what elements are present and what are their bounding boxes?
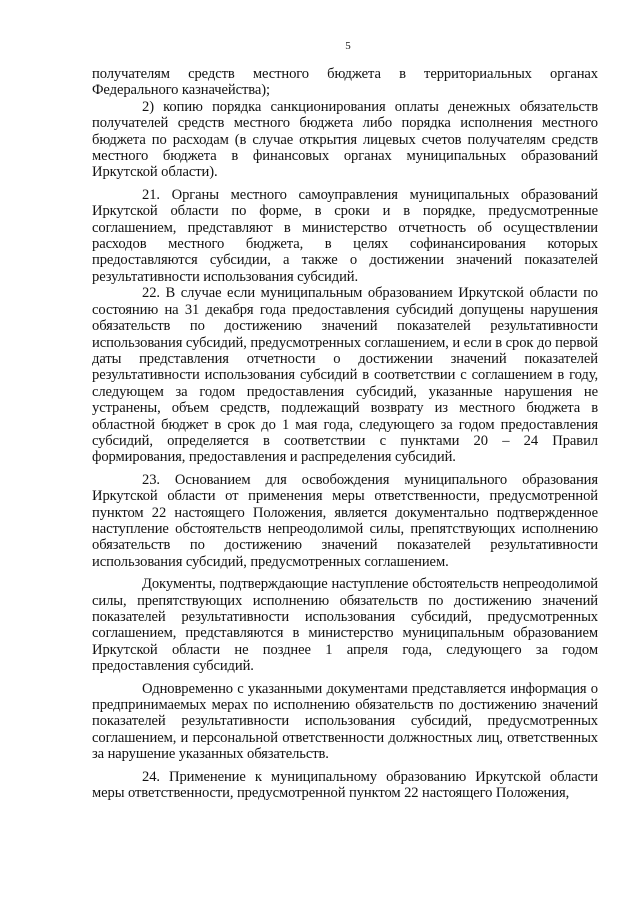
paragraph-clause-21: 21. Органы местного самоуправления муниципальных образований Иркутской области по форме, в сроки и в порядке, предусмотренные соглашением, представляют в министерство отчетность об осуществлении расходов местного бюджета, в целях софинансирования которых предоставляются субсидии, а также о достижении значений показателей результативности использования субсидий. bbox=[92, 186, 598, 285]
paragraph-clause-23: 23. Основанием для освобождения муниципального образования Иркутской области от применения меры ответственности, предусмотренной пунктом 22 настоящего Положения, является документально подтвержденное наступление обстоятельств непреодолимой силы, препятствующих исполнению обязательств по достижению значений показателей результативности использования субсидий, предусмотренных соглашением. bbox=[92, 471, 598, 570]
paragraph-item-2: 2) копию порядка санкционирования оплаты денежных обязательств получателей средств местного бюджета либо порядка исполнения местного бюджета по расходам (в случае открытия лицевых счетов получателям средств местного бюджета в финансовых органах муниципальных образований Иркутской области). bbox=[92, 98, 598, 181]
paragraph-clause-22: 22. В случае если муниципальным образованием Иркутской области по состоянию на 31 декабря года предоставления субсидий допущены нарушения обязательств по достижению значений показателей результативности использования субсидий, предусмотренных соглашением, и если в срок до первой даты представления отчетности о достижении значений показателей результативности использования субсидий в соответствии с соглашением в году, следующем за годом предоставления субсидий, указанные нарушения не устранены, объем средств, подлежащий возврату из местного бюджета в областной бюджет в срок до 1 мая года, следующего за годом предоставления субсидий, определяется в соответствии с пунктами 20 – 24 Правил формирования, предоставления и распределения субсидий. bbox=[92, 285, 598, 466]
paragraph-information: Одновременно с указанными документами представляется информация о предпринимаемых мерах по исполнению обязательств по достижению значений показателей результативности использования субсидий, предусмотренных соглашением, и персональной ответственности должностных лиц, ответственных за нарушение указанных обязательств. bbox=[92, 680, 598, 763]
paragraph-clause-24: 24. Применение к муниципальному образованию Иркутской области меры ответственности, предусмотренной пунктом 22 настоящего Положения, bbox=[92, 768, 598, 802]
paragraph-continuation: получателям средств местного бюджета в территориальных органах Федерального казначейства); bbox=[92, 66, 598, 99]
page-number: 5 bbox=[345, 40, 351, 52]
paragraph-documents: Документы, подтверждающие наступление обстоятельств непреодолимой силы, препятствующих исполнению обязательств по достижению значений показателей результативности использования субсидий, предусмотренных соглашением, представляются в министерство муниципальным образованием Иркутской области не позднее 1 апреля года, следующего за годом предоставления субсидий. bbox=[92, 576, 598, 675]
